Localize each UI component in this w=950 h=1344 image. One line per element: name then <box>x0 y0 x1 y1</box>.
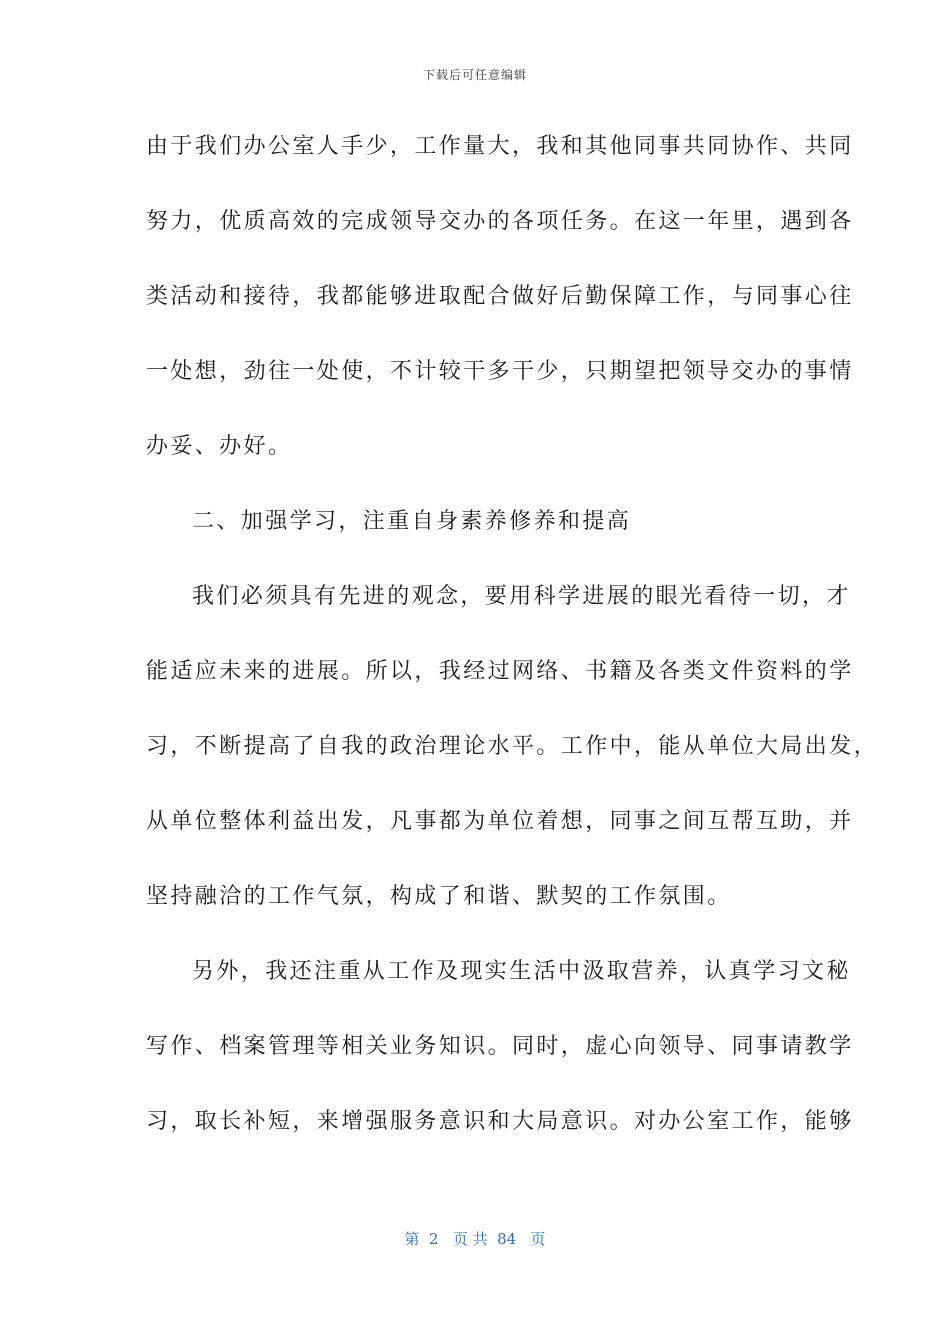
text-line: 办妥、办好。 <box>146 434 293 459</box>
text-line: 努力，优质高效的完成领导交办的各项任务。在这一年里，遇到各 <box>146 209 854 234</box>
text-line: 习，取长补短，来增强服务意识和大局意识。对办公室工作，能够 <box>146 1109 854 1134</box>
text-line: 习，不断提高了自我的政治理论水平。工作中，能从单位大局出发， <box>146 734 879 759</box>
text-line: 类活动和接待，我都能够进取配合做好后勤保障工作，与同事心往 <box>146 284 854 309</box>
text-line: 写作、档案管理等相关业务知识。同时，虚心向领导、同事请教学 <box>146 1034 854 1059</box>
text-line: 由于我们办公室人手少，工作量大，我和其他同事共同协作、共同 <box>146 134 854 159</box>
page-number-footer: 第 2 页 共 84 页 <box>404 1230 546 1248</box>
text-line: 能适应未来的进展。所以，我经过网络、书籍及各类文件资料的学 <box>146 659 854 684</box>
text-line: 从单位整体利益出发，凡事都为单位着想，同事之间互帮互助，并 <box>146 809 854 834</box>
document-body <box>146 126 879 1176</box>
page-header-note: 下载后可任意编辑 <box>422 68 527 82</box>
text-line: 另外，我还注重从工作及现实生活中汲取营养，认真学习文秘 <box>192 959 851 984</box>
text-line: 坚持融洽的工作气氛，构成了和谐、默契的工作氛围。 <box>146 884 732 909</box>
text-line: 我们必须具有先进的观念，要用科学进展的眼光看待一切，才 <box>192 584 851 609</box>
section-heading: 二、加强学习，注重自身素养修养和提高 <box>192 509 632 534</box>
text-line: 一处想，劲往一处使，不计较干多干少，只期望把领导交办的事情 <box>146 359 854 384</box>
